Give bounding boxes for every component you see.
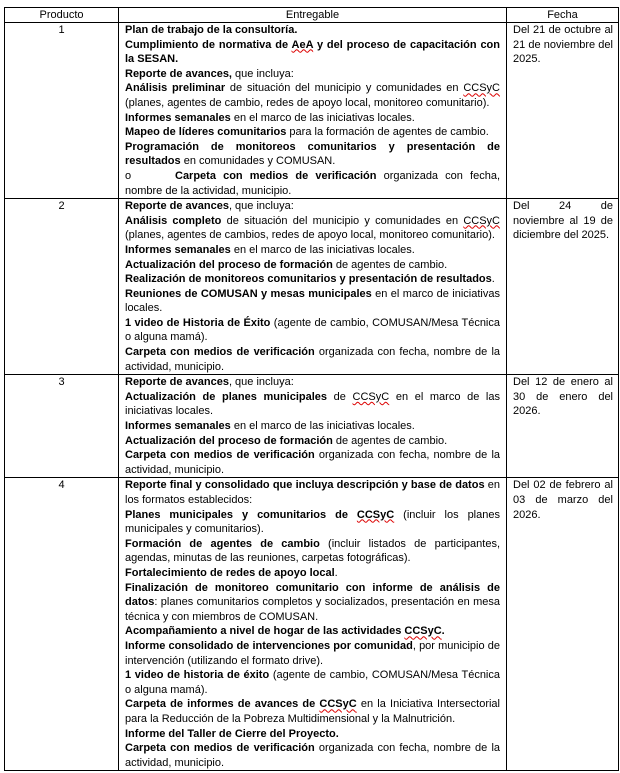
table-row <box>5 375 619 478</box>
header-entregable: Entregable <box>119 8 507 23</box>
deliverable-title: Reuniones de COMUSAN y mesas municipales <box>125 287 372 300</box>
deliverable-description: . <box>334 566 338 579</box>
deliverable-title: Reporte de avances, <box>125 67 232 80</box>
producto-cell: 4 <box>5 478 119 771</box>
deliverable-item <box>125 243 500 258</box>
deliverable-item <box>125 140 500 169</box>
deliverable-title: 1 video de historia de éxito <box>125 669 270 682</box>
deliverable-item <box>125 727 500 742</box>
table-row <box>5 478 619 771</box>
deliverable-title: Análisis completo <box>125 214 222 227</box>
deliverable-item <box>125 537 500 566</box>
deliverable-item <box>125 81 500 110</box>
deliverable-description: en la Iniciativa Intersectorial para la Reducción de la Pobreza Multidimensional y la Malnutrición. <box>125 698 500 725</box>
deliverable-title: Carpeta con medios de verificación <box>125 346 315 359</box>
deliverable-item <box>125 345 500 374</box>
deliverable-title: Informe del Taller de Cierre del Proyecto. <box>125 727 339 740</box>
header-fecha: Fecha <box>507 8 619 23</box>
deliverable-item <box>125 125 500 140</box>
deliverable-description: : planes comunitarios completos y socializados, presentación en mesa técnica y con miembros de COMUSAN. <box>125 596 500 623</box>
deliverable-description: , que incluya: <box>228 200 294 213</box>
spellcheck-flagged-word: AeA <box>291 38 314 51</box>
deliverable-title: Informes semanales <box>125 243 231 256</box>
spellcheck-flagged-word: CCSyC <box>463 82 500 95</box>
deliverable-item <box>125 419 500 434</box>
deliverable-title: Mapeo de líderes comunitarios <box>125 126 287 139</box>
deliverable-title: Formación de agentes de cambio <box>125 537 320 550</box>
producto-cell: 2 <box>5 199 119 375</box>
table-row <box>5 199 619 375</box>
spellcheck-flagged-word: CCSyC <box>356 508 395 521</box>
entregable-cell <box>119 375 507 478</box>
bullet-marker: o <box>125 169 132 182</box>
deliverable-item <box>125 23 500 38</box>
deliverables-table <box>4 7 619 771</box>
deliverable-item <box>125 214 500 243</box>
deliverable-item <box>125 434 500 449</box>
deliverable-title: Plan de trabajo de la consultoría. <box>125 24 298 36</box>
deliverable-item <box>125 639 500 668</box>
deliverable-description: de agentes de cambio. <box>332 258 448 271</box>
deliverable-item <box>125 668 500 697</box>
deliverable-description: de situación del municipio y comunidades en CCSyC (planes, agentes de cambios, redes de apoyo local, monitoreo comunitario). <box>125 214 500 242</box>
deliverable-item <box>125 38 500 67</box>
deliverable-item <box>125 258 500 273</box>
deliverable-item <box>125 566 500 581</box>
deliverable-title: Programación de monitoreos comunitarios y presentación de resultados <box>125 140 500 168</box>
deliverable-description: organizada con fecha, nombre de la actividad, municipio. <box>125 169 500 197</box>
deliverable-item <box>125 67 500 82</box>
deliverable-item <box>125 287 500 316</box>
header-producto: Producto <box>5 8 119 23</box>
table-body <box>5 23 619 771</box>
deliverable-item <box>125 741 500 770</box>
deliverable-title: Finalización de monitoreo comunitario con informe de análisis de datos <box>125 581 500 609</box>
deliverable-description: en el marco de las iniciativas locales. <box>230 111 415 124</box>
spellcheck-flagged-word: CCSyC <box>352 390 390 403</box>
deliverable-title: Carpeta de informes de avances de CCSyC <box>125 698 357 711</box>
deliverable-item <box>125 169 500 198</box>
deliverable-description: de agentes de cambio. <box>332 434 448 447</box>
deliverable-description: . <box>491 273 495 286</box>
deliverable-description: en el marco de las iniciativas locales. <box>230 420 415 433</box>
deliverable-title: 1 video de Historia de Éxito <box>125 316 271 329</box>
deliverable-title: Cumplimiento de normativa de AeA y del proceso de capacitación con la SESAN. <box>125 38 500 66</box>
deliverable-description: que incluya: <box>232 67 294 80</box>
deliverable-description: en comunidades y COMUSAN. <box>180 155 336 168</box>
deliverable-description: en el marco de iniciativas locales. <box>125 287 500 315</box>
deliverable-title: Acompañamiento a nivel de hogar de las actividades CCSyC. <box>125 625 445 638</box>
deliverable-title: Informe consolidado de intervenciones por comunidad <box>125 639 413 652</box>
spellcheck-flagged-word: CCSyC <box>319 698 357 711</box>
deliverable-description: (incluir listados de participantes, agendas, minutas de las reuniones, carpetas fotográficas). <box>125 537 501 565</box>
fecha-cell: Del 24 de noviembre al 19 de diciembre del 2025. <box>507 199 619 375</box>
deliverable-item <box>125 478 500 507</box>
deliverable-title: Fortalecimiento de redes de apoyo local <box>125 566 335 579</box>
deliverable-title: Carpeta con medios de verificación <box>125 449 315 462</box>
deliverable-description: organizada con fecha, nombre de la actividad, municipio. <box>125 449 501 476</box>
deliverable-description: organizada con fecha, nombre de la actividad, municipio. <box>125 346 501 373</box>
producto-cell: 1 <box>5 23 119 199</box>
entregable-cell <box>119 23 507 199</box>
deliverable-description: (agente de cambio, COMUSAN/Mesa Técnica o alguna mamá). <box>125 669 500 696</box>
deliverable-title: Carpeta con medios de verificación <box>175 169 377 182</box>
producto-cell: 3 <box>5 375 119 478</box>
entregable-cell <box>119 199 507 375</box>
deliverable-title: Informes semanales <box>125 111 231 124</box>
deliverable-item <box>125 581 500 625</box>
deliverable-title: Actualización del proceso de formación <box>125 258 333 271</box>
spellcheck-flagged-word: CCSyC <box>463 214 500 227</box>
table-row <box>5 23 619 199</box>
header-row <box>5 8 619 23</box>
deliverable-description: de situación del municipio y comunidades en CCSyC (planes, agentes de cambio, redes de apoyo local, monitoreo comunitario). <box>125 82 500 109</box>
deliverable-title: Planes municipales y comunitarios de CCSyC <box>125 508 395 521</box>
deliverable-item <box>125 316 500 345</box>
deliverable-title: Reporte de avances <box>125 200 229 213</box>
deliverable-description: en los formatos establecidos: <box>125 479 500 506</box>
fecha-cell: Del 21 de octubre al 21 de noviembre del 2025. <box>507 23 619 199</box>
deliverable-description: de CCSyC en el marco de las iniciativas locales. <box>125 390 500 418</box>
deliverable-title: Carpeta con medios de verificación <box>125 742 315 755</box>
deliverable-title: Reporte final y consolidado que incluya descripción y base de datos <box>125 479 485 492</box>
deliverable-item <box>125 624 500 639</box>
deliverable-item <box>125 390 500 419</box>
deliverable-description: (incluir los planes municipales y comunitarios). <box>125 508 500 536</box>
fecha-cell: Del 02 de febrero al 03 de marzo del 2026. <box>507 478 619 771</box>
deliverable-title: Actualización de planes municipales <box>125 390 328 403</box>
spellcheck-flagged-word: CCSyC <box>404 625 442 638</box>
deliverable-item <box>125 448 500 477</box>
entregable-cell <box>119 478 507 771</box>
deliverable-title: Realización de monitoreos comunitarios y presentación de resultados <box>125 273 492 286</box>
deliverable-description: , que incluya: <box>228 376 294 389</box>
deliverable-item <box>125 272 500 287</box>
deliverable-item <box>125 199 500 214</box>
deliverable-description: , por municipio de intervención (utilizando el formato drive). <box>125 639 501 667</box>
deliverable-title: Análisis preliminar <box>125 82 226 95</box>
deliverable-description: (agente de cambio, COMUSAN/Mesa Técnica o alguna mamá). <box>125 316 500 344</box>
deliverable-item <box>125 375 500 390</box>
deliverable-title: Informes semanales <box>125 420 231 433</box>
deliverable-description: organizada con fecha, nombre de la actividad, municipio. <box>125 742 501 769</box>
deliverable-item <box>125 111 500 126</box>
deliverable-description: para la formación de agentes de cambio. <box>286 126 489 139</box>
deliverable-item <box>125 697 500 726</box>
fecha-cell: Del 12 de enero al 30 de enero del 2026. <box>507 375 619 478</box>
deliverable-title: Actualización del proceso de formación <box>125 434 333 447</box>
deliverable-item <box>125 508 500 537</box>
deliverable-title: Reporte de avances <box>125 376 229 389</box>
deliverable-description: en el marco de las iniciativas locales. <box>230 243 415 256</box>
